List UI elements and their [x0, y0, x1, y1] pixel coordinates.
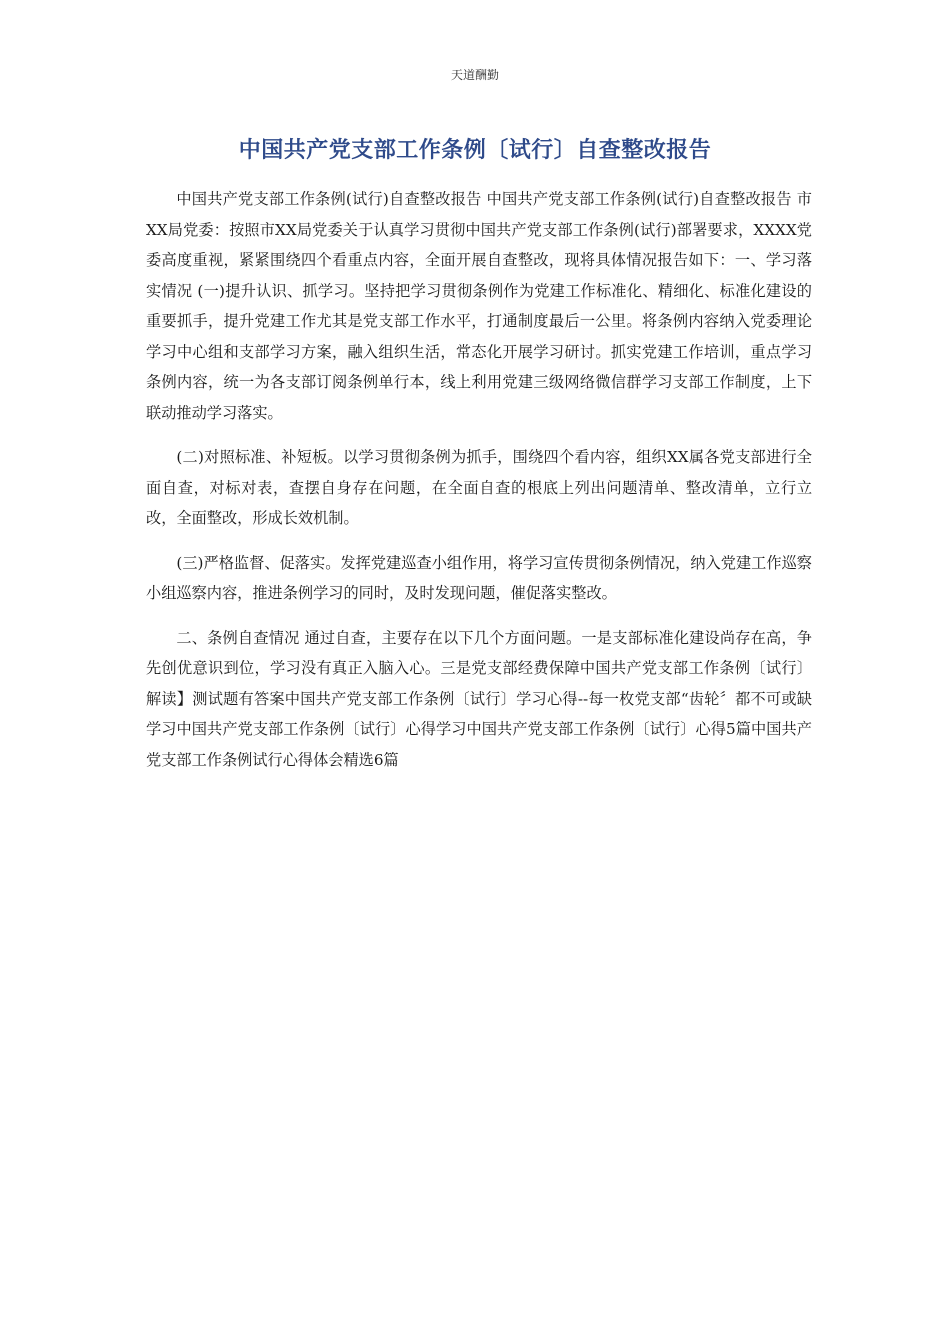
header-mark: 天道酬勤 [450, 68, 499, 82]
paragraph-3: (三)严格监督、促落实。发挥党建巡查小组作用，将学习宣传贯彻条例情况，纳入党建工作巡察小组巡察内容，推进条例学习的同时，及时发现问题，催促落实整改。 [146, 553, 812, 602]
document-title: 中国共产党支部工作条例〔试行〕自查整改报告 [238, 138, 712, 163]
paragraph-1: 中国共产党支部工作条例(试行)自查整改报告 中国共产党支部工作条例(试行)自查整改报告 市XX局党委：按照市XX局党委关于认真学习贯彻中国共产党支部工作条例(试行)部署要求，XXXX党委高度重视，紧紧围绕四个看重点内容，全面开展自查整改，现将具体情况报告如下：一、学习落实情况 (一)提升认识、抓学习。坚持把学习贯彻条例作为党建工作标准化、精细化、标准化建设的重要抓手，提升党建工作尤其是党支部工作水平，打通制度最后一公里。将条例内容纳入党委理论学习中心组和支部学习方案，融入组织生活，常态化开展学习研讨。抓实党建工作培训，重点学习条例内容，统一为各支部订阅条例单行本，线上利用党建三级网络微信群学习支部工作制度，上下联动推动学习落实。 [146, 190, 812, 422]
paragraph-2: (二)对照标准、补短板。以学习贯彻条例为抓手，围绕四个看内容，组织XX属各党支部进行全面自查，对标对表，查摆自身存在问题，在全面自查的根底上列出问题清单、整改清单，立行立改，全面整改，形成长效机制。 [146, 448, 812, 527]
document-body [146, 184, 812, 789]
paragraph-4: 二、条例自查情况 通过自查，主要存在以下几个方面问题。一是支部标准化建设尚存在高，争先创优意识到位，学习没有真正入脑入心。三是党支部经费保障中国共产党支部工作条例〔试行〕解读】测试题有答案中国共产党支部工作条例〔试行〕学习心得--每一枚党支部“齿轮〞都不可或缺学习中国共产党支部工作条例〔试行〕心得学习中国共产党支部工作条例〔试行〕心得5篇中国共产党支部工作条例试行心得体会精选6篇 [146, 628, 812, 769]
